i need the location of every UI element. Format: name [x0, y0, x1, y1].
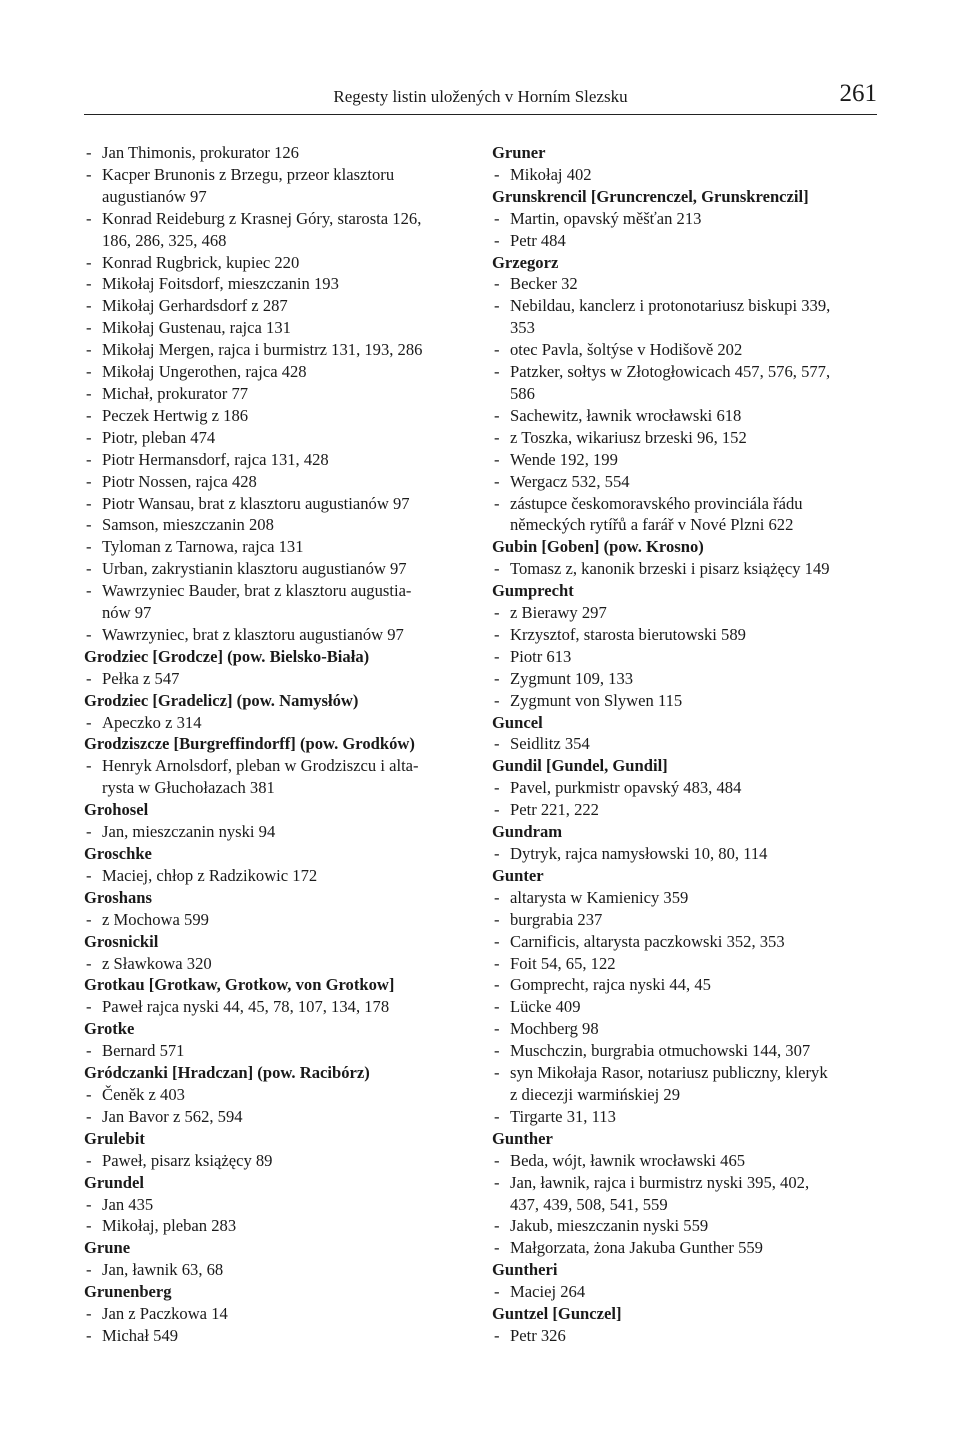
index-heading: [492, 821, 877, 843]
index-entry: - Mikołaj 402: [492, 164, 877, 186]
index-entry: - Michał, prokurator 77: [84, 383, 469, 405]
index-entry-continuation: z diecezji warmińskiej 29: [510, 1084, 681, 1104]
index-entry: - otec Pavla, šoltýse v Hodišově 202: [492, 339, 877, 361]
index-heading: [84, 974, 469, 996]
index-entry: - Paweł rajca nyski 44, 45, 78, 107, 134, 178: [84, 996, 469, 1018]
heading-variants: [Grodcze] (pow. Bielsko-Biała): [148, 646, 370, 666]
index-heading: [84, 1237, 469, 1259]
index-entry: - Wawrzyniec, brat z klasztoru augustianów 97: [84, 624, 469, 646]
heading-term: Grzegorz: [492, 252, 559, 272]
index-entry-continuation: 437, 439, 508, 541, 559: [510, 1194, 668, 1214]
heading-term: Guntheri: [492, 1260, 558, 1280]
index-heading: [84, 799, 469, 821]
index-entry: - Čeněk z 403: [84, 1084, 469, 1106]
index-entry: - Jan Bavor z 562, 594: [84, 1106, 469, 1128]
index-heading: [492, 186, 877, 208]
index-heading: [492, 755, 877, 777]
heading-variants: [Hradczan] (pow. Racibórz): [167, 1063, 370, 1083]
index-heading: [492, 580, 877, 602]
index-heading: [84, 1172, 469, 1194]
index-entry: - Jan 435: [84, 1194, 469, 1216]
index-entry: - Paweł, pisarz książęcy 89: [84, 1150, 469, 1172]
page-number: 261: [839, 80, 877, 107]
heading-term: Grotkau: [84, 975, 145, 995]
index-entry: - Muschczin, burgrabia otmuchowski 144, 307: [492, 1040, 877, 1062]
index-entry: - Wende 192, 199: [492, 449, 877, 471]
heading-variants: [Gradelicz] (pow. Namysłów): [148, 690, 359, 710]
index-entry: - Sachewitz, ławnik wrocławski 618: [492, 405, 877, 427]
index-entry: - Maciej, chłop z Radzikowic 172: [84, 865, 469, 887]
index-entry: - Konrad Rugbrick, kupiec 220: [84, 252, 469, 274]
index-entry: - Jan z Paczkowa 14: [84, 1303, 469, 1325]
heading-term: Grodziec: [84, 690, 149, 710]
index-entry: - Mikołaj Gustenau, rajca 131: [84, 317, 469, 339]
index-entry: - Mikołaj Ungerothen, rajca 428: [84, 361, 469, 383]
index-entry: - Patzker, sołtys w Złotogłowicach 457, 576, 577,: [492, 361, 877, 383]
index-heading: [84, 733, 469, 755]
index-entry: - Apeczko z 314: [84, 712, 469, 734]
heading-variants: [Grotkaw, Grotkow, von Grotkow]: [144, 975, 395, 995]
heading-term: Gunther: [492, 1128, 553, 1148]
index-heading: [84, 1062, 469, 1084]
index-entry: - Mochberg 98: [492, 1018, 877, 1040]
heading-term: Gruner: [492, 143, 546, 162]
index-entry: - Nebildau, kanclerz i protonotariusz biskupi 339,: [492, 295, 877, 317]
index-entry: - Piotr Nossen, rajca 428: [84, 471, 469, 493]
index-entry: - Jakub, mieszczanin nyski 559: [492, 1215, 877, 1237]
index-entry: - altarysta w Kamienicy 359: [492, 887, 877, 909]
heading-term: Grodziec: [84, 646, 149, 666]
index-entry: - Lücke 409: [492, 996, 877, 1018]
index-entry: - Tomasz z, kanonik brzeski i pisarz książęcy 149: [492, 558, 877, 580]
index-entry: - Petr 326: [492, 1325, 877, 1347]
index-entry: - Piotr, pleban 474: [84, 427, 469, 449]
index-heading: [84, 1128, 469, 1150]
index-entry: - Martin, opavský měšťan 213: [492, 208, 877, 230]
index-entry: - Mikołaj Foitsdorf, mieszczanin 193: [84, 273, 469, 295]
index-heading: [492, 712, 877, 734]
heading-term: Groshans: [84, 887, 152, 907]
index-entry: - Jan, mieszczanin nyski 94: [84, 821, 469, 843]
index-entry: - Piotr Hermansdorf, rajca 131, 428: [84, 449, 469, 471]
page-header: [84, 78, 877, 115]
heading-term: Gubin: [492, 537, 538, 557]
index-heading: [492, 252, 877, 274]
heading-term: Grunskrencil: [492, 186, 587, 206]
index-entry-continuation: augustianów 97: [102, 186, 207, 206]
heading-term: Grodziszcze: [84, 734, 170, 754]
heading-term: Gródczanki: [84, 1063, 168, 1083]
index-heading: [84, 690, 469, 712]
index-heading: [84, 887, 469, 909]
index-entry: - Krzysztof, starosta bierutowski 589: [492, 624, 877, 646]
index-heading: [84, 931, 469, 953]
index-entry-continuation: německých rytířů a farář v Nové Plzni 622: [510, 515, 794, 535]
heading-term: Grohosel: [84, 800, 149, 820]
index-entry: - Foit 54, 65, 122: [492, 953, 877, 975]
index-entry: - Kacper Brunonis z Brzegu, przeor klasztoru: [84, 164, 469, 186]
index-heading: [492, 1128, 877, 1150]
index-entry: - Samson, mieszczanin 208: [84, 514, 469, 536]
index-heading: [84, 1018, 469, 1040]
index-heading: [492, 865, 877, 887]
index-entry: - Jan Thimonis, prokurator 126: [84, 142, 469, 164]
index-entry: - z Bierawy 297: [492, 602, 877, 624]
index-entry: - Maciej 264: [492, 1281, 877, 1303]
heading-term: Gundram: [492, 822, 563, 842]
index-column-right: [492, 142, 877, 1347]
index-entry: - burgrabia 237: [492, 909, 877, 931]
index-entry-continuation: rysta w Głuchołazach 381: [102, 778, 275, 798]
heading-variants: [Goben] (pow. Krosno): [537, 537, 704, 557]
heading-term: Guncel: [492, 712, 543, 732]
index-heading: [492, 536, 877, 558]
index-entry: - Mikołaj, pleban 283: [84, 1215, 469, 1237]
running-title: Regesty listin uložených v Horním Slezsku: [333, 87, 628, 106]
index-heading: [84, 646, 469, 668]
heading-term: Guntzel: [492, 1304, 549, 1324]
index-entry: - Zygmunt 109, 133: [492, 668, 877, 690]
index-entry: - Carnificis, altarysta paczkowski 352, 353: [492, 931, 877, 953]
heading-variants: [Burgreffindorff] (pow. Grodków): [169, 734, 415, 754]
index-entry: - Pełka z 547: [84, 668, 469, 690]
index-entry: - zástupce českomoravského provinciála řádu: [492, 493, 877, 515]
index-entry: - Henryk Arnolsdorf, pleban w Grodziszcu i alta-: [84, 755, 469, 777]
index-entry: - Zygmunt von Slywen 115: [492, 690, 877, 712]
index-entry: - Małgorzata, żona Jakuba Gunther 559: [492, 1237, 877, 1259]
index-entry: - z Toszka, wikariusz brzeski 96, 152: [492, 427, 877, 449]
index-entry: - Peczek Hertwig z 186: [84, 405, 469, 427]
index-entry: - z Sławkowa 320: [84, 953, 469, 975]
heading-term: Gundil: [492, 756, 542, 776]
index-heading: [84, 843, 469, 865]
index-entry: - z Mochowa 599: [84, 909, 469, 931]
index-entry: - Mikołaj Mergen, rajca i burmistrz 131, 193, 286: [84, 339, 469, 361]
index-entry: - Tyloman z Tarnowa, rajca 131: [84, 536, 469, 558]
index-entry-continuation: nów 97: [102, 603, 152, 623]
heading-term: Groschke: [84, 844, 152, 863]
heading-term: Grundel: [84, 1172, 144, 1192]
index-entry-continuation: 586: [510, 383, 535, 403]
heading-variants: [Gruncrenczel, Grunskrenczil]: [586, 186, 809, 206]
index-entry: - Tirgarte 31, 113: [492, 1106, 877, 1128]
heading-term: Grosnickil: [84, 931, 159, 951]
heading-term: Gumprecht: [492, 581, 574, 601]
heading-term: Grulebit: [84, 1128, 145, 1148]
index-entry: - Wergacz 532, 554: [492, 471, 877, 493]
index-entry: - Beda, wójt, ławnik wrocławski 465: [492, 1150, 877, 1172]
index-entry: - Urban, zakrystianin klasztoru augustianów 97: [84, 558, 469, 580]
index-entry: - Pavel, purkmistr opavský 483, 484: [492, 777, 877, 799]
index-entry: - Mikołaj Gerhardsdorf z 287: [84, 295, 469, 317]
index-entry: - Petr 484: [492, 230, 877, 252]
index-entry: - Piotr 613: [492, 646, 877, 668]
index-heading: [492, 142, 877, 164]
index-entry: - Jan, ławnik 63, 68: [84, 1259, 469, 1281]
heading-term: Grune: [84, 1238, 131, 1258]
index-entry: - Michał 549: [84, 1325, 469, 1347]
index-column-left: [84, 142, 469, 1347]
heading-variants: [Gundel, Gundil]: [541, 756, 668, 776]
index-entry: - Konrad Reideburg z Krasnej Góry, starosta 126,: [84, 208, 469, 230]
index-entry: - Petr 221, 222: [492, 799, 877, 821]
heading-term: Gunter: [492, 865, 544, 885]
heading-term: Grunenberg: [84, 1282, 172, 1302]
index-entry: - syn Mikołaja Rasor, notariusz publiczny, kleryk: [492, 1062, 877, 1084]
index-entry-continuation: 186, 286, 325, 468: [102, 230, 227, 250]
heading-variants: [Gunczel]: [548, 1304, 622, 1324]
index-entry: - Becker 32: [492, 273, 877, 295]
index-entry: - Jan, ławnik, rajca i burmistrz nyski 395, 402,: [492, 1172, 877, 1194]
index-heading: [84, 1281, 469, 1303]
index-heading: [492, 1303, 877, 1325]
index-entry: - Bernard 571: [84, 1040, 469, 1062]
index-entry: - Piotr Wansau, brat z klasztoru augustianów 97: [84, 493, 469, 515]
index-heading: [492, 1259, 877, 1281]
heading-term: Grotke: [84, 1019, 135, 1039]
index-entry: - Gomprecht, rajca nyski 44, 45: [492, 974, 877, 996]
index-entry: - Dytryk, rajca namysłowski 10, 80, 114: [492, 843, 877, 865]
index-entry: - Seidlitz 354: [492, 733, 877, 755]
index-entry-continuation: 353: [510, 318, 535, 338]
index-entry: - Wawrzyniec Bauder, brat z klasztoru augustia-: [84, 580, 469, 602]
